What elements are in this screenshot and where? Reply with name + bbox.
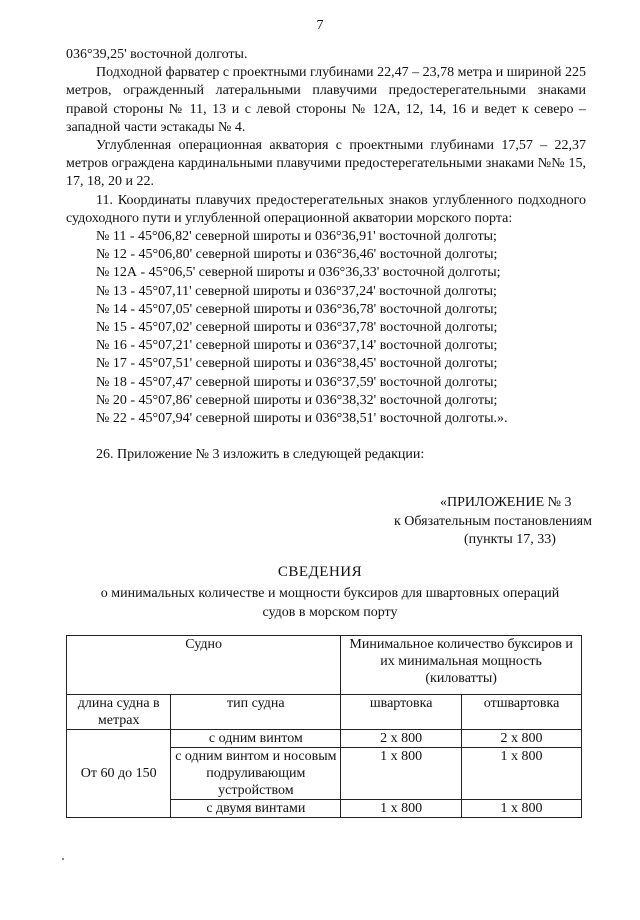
body-text <box>66 46 586 464</box>
unmooring-cell: 2 х 800 <box>462 730 582 748</box>
paragraph-item-11: 11. Координаты плавучих предостерегательных знаков углубленного подходного судоходного пути и углубленной операционной акватории морского порта: <box>66 192 586 226</box>
paragraph-longitude-end: 036°39,25' восточной долготы. <box>66 47 248 62</box>
coordinates-list <box>66 228 586 428</box>
coordinate-item: № 11 - 45°06,82' северной широты и 036°36,91' восточной долготы; <box>96 229 497 245</box>
page-number: 7 <box>316 18 324 33</box>
scan-speck <box>62 858 64 860</box>
header-ship: Судно <box>67 636 341 695</box>
appendix-reference: к Обязательным постановлениям <box>394 513 592 529</box>
ship-type-cell: с одним винтом <box>171 730 341 748</box>
mooring-cell: 1 х 800 <box>341 800 462 818</box>
appendix-points: (пункты 17, 33) <box>464 532 556 547</box>
spacer <box>66 428 586 446</box>
table-header-row <box>67 636 582 695</box>
table-subheader-row <box>67 695 582 730</box>
header-unmooring: отшвартовка <box>462 695 582 730</box>
unmooring-cell: 1 х 800 <box>462 748 582 800</box>
tugs-table <box>66 635 582 818</box>
appendix-title: «ПРИЛОЖЕНИЕ № 3 <box>440 495 572 510</box>
mooring-cell: 2 х 800 <box>341 730 462 748</box>
coordinate-item: № 20 - 45°07,86' северной широты и 036°38,32' восточной долготы; <box>96 392 498 408</box>
ship-type-cell: с двумя винтами <box>171 800 341 818</box>
coordinate-item: № 12А - 45°06,5' северной широты и 036°36,33' восточной долготы; <box>96 265 501 281</box>
coordinate-item: № 17 - 45°07,51' северной широты и 036°38,45' восточной долготы; <box>96 356 498 372</box>
ship-type-cell: с одним винтом и носовым подруливающим устройством <box>171 748 341 800</box>
header-type: тип судна <box>171 695 341 730</box>
coordinate-item: № 13 - 45°07,11' северной широты и 036°37,24' восточной долготы; <box>96 283 497 299</box>
coordinate-item: № 15 - 45°07,02' северной широты и 036°37,78' восточной долготы; <box>96 320 498 336</box>
section-subtitle: о минимальных количестве и мощности буксиров для швартовных операций судов в морском порту <box>100 586 560 620</box>
length-group-cell: От 60 до 150 <box>67 730 171 818</box>
header-tugs: Минимальное количество буксиров и их минимальная мощность (киловатты) <box>341 636 582 695</box>
appendix-header <box>330 494 610 550</box>
header-length: длина судна в метрах <box>67 695 171 730</box>
coordinate-item: № 18 - 45°07,47' северной широты и 036°37,59' восточной долготы; <box>96 374 498 390</box>
coordinate-item: № 14 - 45°07,05' северной широты и 036°36,78' восточной долготы; <box>96 301 498 317</box>
coordinate-item: № 16 - 45°07,21' северной широты и 036°37,14' восточной долготы; <box>96 338 498 354</box>
coordinate-item: № 22 - 45°07,94' северной широты и 036°38,51' восточной долготы.». <box>96 411 508 427</box>
section-title: СВЕДЕНИЯ <box>277 564 363 580</box>
table-row <box>67 730 582 748</box>
paragraph-approach-fairway: Подходной фарватер с проектными глубинами 22,47 – 23,78 метра и шириной 225 метров, огражденный латеральными плавучими предостерегательными знаками правой стороны № 11, 13 и с левой стороны № 12А, 12, 14, 16 и ведет к северо – западной части эстакады № 4. <box>66 65 586 135</box>
header-mooring: швартовка <box>341 695 462 730</box>
paragraph-item-26: 26. Приложение № 3 изложить в следующей редакции: <box>96 447 425 463</box>
coordinate-item: № 12 - 45°06,80' северной широты и 036°36,46' восточной долготы; <box>96 247 498 263</box>
mooring-cell: 1 х 800 <box>341 748 462 800</box>
paragraph-operational-area: Углубленная операционная акватория с проектными глубинами 17,57 – 22,37 метров ограждена кардинальными плавучими предостерегательными знаками №№ 15, 17, 18, 20 и 22. <box>66 138 586 190</box>
unmooring-cell: 1 х 800 <box>462 800 582 818</box>
